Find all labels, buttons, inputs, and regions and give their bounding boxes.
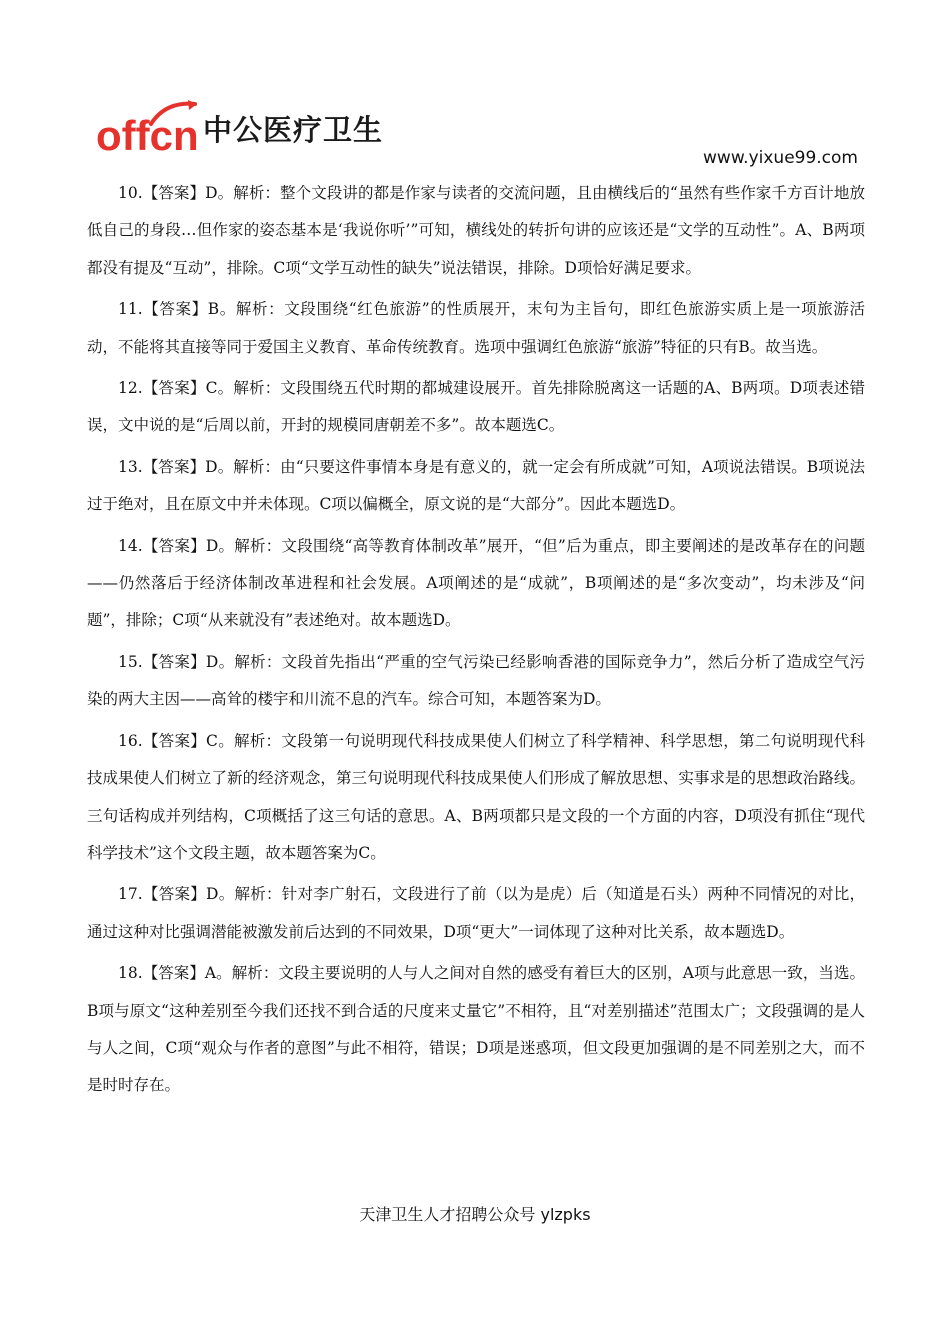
site-url: www.yixue99.com bbox=[703, 148, 858, 168]
answer-11: 11.【答案】B。解析：文段围绕“红色旅游”的性质展开，末句为主旨句，即红色旅游实质上是一项旅游活动，不能将其直接等同于爱国主义教育、革命传统教育。选项中强调红色旅游“旅游”特征的只有B。故当选。 bbox=[87, 300, 865, 356]
answer-18: 18.【答案】A。解析：文段主要说明的人与人之间对自然的感受有着巨大的区别，A项与此意思一致，当选。B项与原文“这种差别至今我们还找不到合适的尺度来丈量它”不相符，且“对差别描述”范围太广；文段强调的是人与人之间，C项“观众与作者的意图”与此不相符，错误；D项是迷惑项，但文段更加强调的是不同差别之大，而不是时时存在。 bbox=[87, 964, 865, 1095]
answer-15: 15.【答案】D。解析：文段首先指出“严重的空气污染已经影响香港的国际竞争力”，然后分析了造成空气污染的两大主因——高耸的楼宇和川流不息的汽车。综合可知，本题答案为D。 bbox=[87, 652, 865, 709]
offcn-logo-wordmark: offcn bbox=[96, 112, 199, 156]
answer-13: 13.【答案】D。解析：由“只要这件事情本身是有意义的，就一定会有所成就”可知，A项说法错误。B项说法过于绝对，且在原文中并未体现。C项以偏概全，原文说的是“大部分”。因此本题选D。 bbox=[87, 457, 865, 514]
answer-16: 16.【答案】C。解析：文段第一句说明现代科技成果使人们树立了科学精神、科学思想，第二句说明现代科技成果使人们树立了新的经济观念，第三句说明现代科技成果使人们形成了解放思想、实事求是的思想政治路线。三句话构成并列结构，C项概括了这三句话的意思。A、B两项都只是文段的一个方面的内容，D项没有抓住“现代科学技术”这个文段主题，故本题答案为C。 bbox=[87, 731, 865, 862]
answer-explanations bbox=[87, 175, 865, 1109]
answer-10: 10.【答案】D。解析：整个文段讲的都是作家与读者的交流问题，且由横线后的“虽然有些作家千方百计地放低自己的身段…但作家的姿态基本是‘我说你听’”可知，横线处的转折句讲的应该还是“文学的互动性”。A、B两项都没有提及“互动”，排除。C项“文学互动性的缺失”说法错误，排除。D项恰好满足要求。 bbox=[87, 184, 865, 277]
logo-brand-name: 中公医疗卫生 bbox=[203, 113, 384, 147]
footer-wechat-account: 天津卫生人才招聘公众号 ylzpks bbox=[359, 1205, 591, 1224]
offcn-logo bbox=[95, 100, 385, 156]
answer-17: 17.【答案】D。解析：针对李广射石，文段进行了前（以为是虎）后（知道是石头）两种不同情况的对比，通过这种对比强调潜能被激发前后达到的不同效果，D项“更大”一词体现了这种对比关系，故本题选D。 bbox=[87, 885, 865, 941]
answer-14: 14.【答案】D。解析：文段围绕“高等教育体制改革”展开，“但”后为重点，即主要阐述的是改革存在的问题——仍然落后于经济体制改革进程和社会发展。A项阐述的是“成就”，B项阐述的是“多次变动”，均未涉及“问题”，排除；C项“从来就没有”表述绝对。故本题选D。 bbox=[87, 536, 865, 630]
offcn-logo-mark bbox=[95, 100, 205, 156]
logo-swoosh-arrow bbox=[188, 100, 197, 110]
answer-12: 12.【答案】C。解析：文段围绕五代时期的都城建设展开。首先排除脱离这一话题的A、B两项。D项表述错误，文中说的是“后周以前，开封的规模同唐朝差不多”。故本题选C。 bbox=[87, 379, 865, 435]
